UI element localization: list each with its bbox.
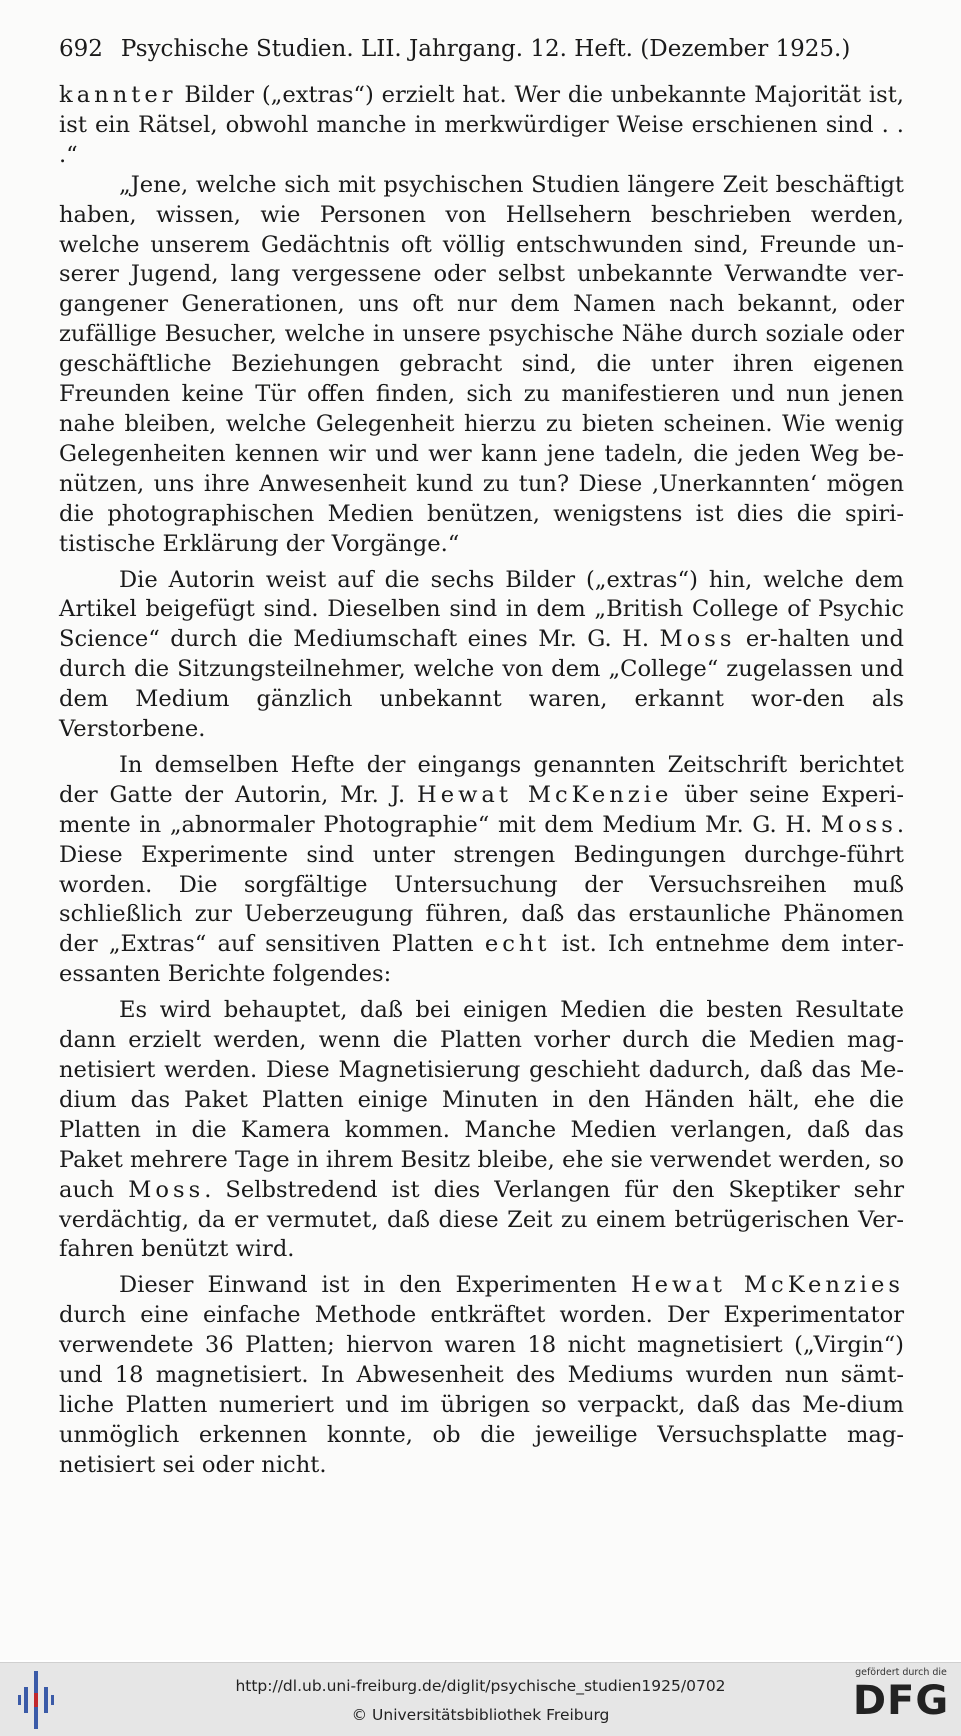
paragraph-text: er-halten und durch die Sitzungsteilnehmer, welche von dem „College“ zugelassen und dem Medium gänzlich unbekannt waren, erkannt wor-den als Verstorbene. [59,626,904,743]
spaced-word: Moss [820,811,897,838]
paragraph-3 [59,566,904,745]
body-text [59,81,904,1481]
viewer-footer [0,1662,961,1736]
spaced-word: kannter [59,82,177,108]
paragraph-5 [59,996,904,1265]
paragraph-text: Bilder („extras“) erzielt hat. Wer die unbekannte Majorität ist, ist ein Rätsel, obwohl manche in merkwürdiger Weise erschienen sind . . .“ [59,82,904,168]
running-header [59,30,904,68]
dfg-logo [849,1667,953,1731]
paragraph-1 [59,81,904,171]
paragraph-text: . Diese Experimente sind unter strengen Bedingungen durchge-führt worden. Die sorgfältige Untersuchung der Versuchsreihen muß schließlich zur Ueberzeugung führen, daß das erstaunliche Phänomen der „Extras“ auf sensitiven Platten [59,811,904,958]
spaced-word: Hewat McKenzie [417,781,673,808]
spaced-word: Hewat McKenzies [630,1272,904,1299]
copyright-notice: © Universitätsbibliothek Freiburg [351,1706,610,1724]
paragraph-text: Die Autorin weist auf die sechs Bilder („extras“) hin, welche dem Artikel beigefügt sind. Dieselben sind in dem „British College of Psychic Science“ durch die Mediumschaft eines Mr. G. H. [59,566,904,653]
page-number: 692 [59,36,103,62]
paragraph-text: ist. Ich entnehme dem inter-essanten Berichte folgendes: [59,931,904,988]
paragraph-text: über seine Experi-mente in „abnormaler Photographie“ mit dem Medium Mr. G. H. [59,781,904,838]
paragraph-text: Dieser Einwand ist in den Experimenten [119,1272,631,1299]
paragraph-text: . Selbstredend ist dies Verlangen für den Skeptiker sehr verdächtig, da er vermutet, daß diese Zeit zu einem betrügerischen Ver-fahren benützt wird. [59,1176,904,1263]
permalink-url[interactable]: http://dl.ub.uni-freiburg.de/diglit/psychische_studien1925/0702 [235,1677,726,1695]
paragraph-text: Es wird behauptet, daß bei einigen Medien die besten Resultate dann erzielt werden, wenn die Platten vorher durch die Medien mag-netisiert werden. Diese Magnetisierung geschieht dadurch, daß das Me-dium das Paket Platten einige Minuten in den Händen hält, ehe die Platten in die Kamera kommen. Manche Medien verlangen, daß das Paket mehrere Tage in ihrem Besitz bleibe, ehe sie verwendet werden, so auch [59,997,904,1203]
paragraph-4 [59,751,904,990]
running-title: Psychische Studien. LII. Jahrgang. 12. Heft. (Dezember 1925.) [120,36,851,62]
dfg-funding-note: gefördert durch die [855,1667,947,1678]
paragraph-2: „Jene, welche sich mit psychischen Studien längere Zeit beschäftigt haben, wissen, wie Personen von Hellsehern beschrieben werden, welche unserem Gedächtnis oft völlig entschwunden sind, Freunde un-serer Jugend, lang vergessene oder selbst unbekannte Verwandte ver-gangener Generationen, uns oft nur dem Namen nach bekannt, oder zufällige Besucher, welche in unsere psychische Nähe durch soziale oder geschäftliche Beziehungen gebracht sind, die unter ihren eigenen Freunden keine Tür offen finden, sich zu manifestieren und nun jenen nahe bleiben, welche Gelegenheit hierzu zu bieten scheinen. Wie wenig Gelegenheiten kennen wir und wer kann jene tadeln, die jeden Weg be-nützen, uns ihre Anwesenheit kund zu tun? Diese ‚Unerkannten‘ mögen die photographischen Medien benützen, wenigstens ist dies die spiri-tistische Erklärung der Vorgänge.“ [59,171,904,557]
spaced-word: echt [484,931,551,958]
paragraph-text: durch eine einfache Methode entkräftet worden. Der Experimentator verwendete 36 Platten; hiervon waren 18 nicht magnetisiert („Virgin“) und 18 magnetisiert. In Abwesenheit des Mediums wurden nun sämt-liche Platten numeriert und im übrigen so verpackt, daß das Me-dium unmöglich erkennen konnte, ob die jeweilige Versuchsplatte mag-netisiert sei oder nicht. [59,1302,904,1478]
spaced-word: Moss [659,626,736,653]
dfg-logo-icon: DFG [852,1678,950,1724]
paragraph-6 [59,1271,904,1480]
spaced-word: Moss [128,1176,205,1203]
paragraph-text: In demselben Hefte der eingangs genannten Zeitschrift berichtet der Gatte der Autorin, Mr. J. [59,751,904,808]
